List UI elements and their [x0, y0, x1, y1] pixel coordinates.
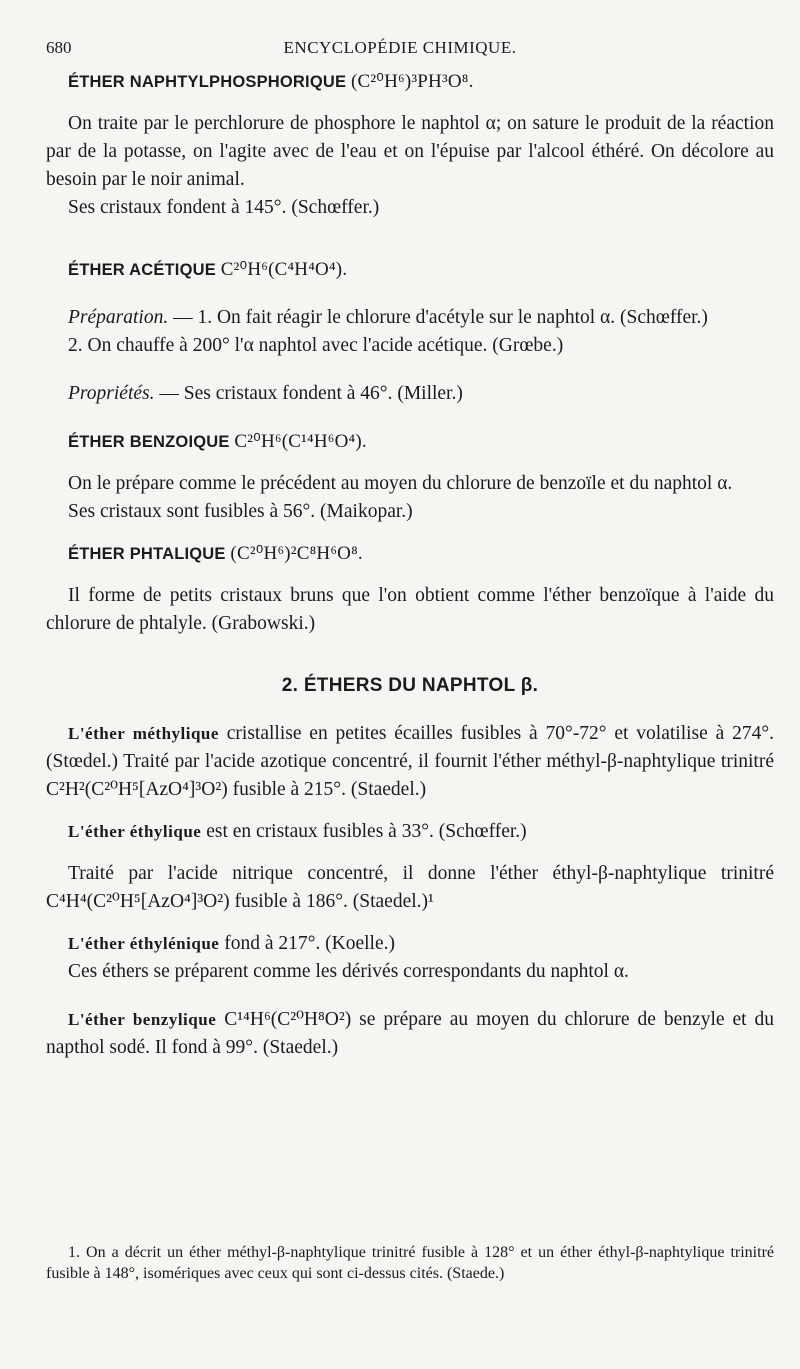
subheading: Préparation. — [68, 307, 169, 328]
entry-label: L'éther éthylénique — [68, 934, 220, 953]
chapter-heading: 2. ÉTHERS DU NAPHTOL β. — [281, 675, 539, 696]
entry-label: L'éther benzylique — [68, 1010, 217, 1029]
paragraph: On traite par le perchlorure de phosphore le naphtol α; on sature le produit de la réaction par de la potasse, on l'agite avec de l'eau et on l'épuise par l'alcool éthéré. On décolore au besoin par le noir animal. — [46, 113, 774, 190]
paragraph: Il forme de petits cristaux bruns que l'on obtient comme l'éther benzoïque à l'aide du chlorure de phtalyle. (Grabowski.) — [46, 585, 774, 634]
subheading: Propriétés. — [68, 383, 155, 404]
paragraph: Ces éthers se préparent comme les dérivés correspondants du naphtol α. — [68, 961, 629, 982]
section-heading-acetique: ÉTHER ACÉTIQUE C²⁰H⁶(C⁴H⁴O⁴). — [68, 259, 348, 280]
paragraph: Traité par l'acide nitrique concentré, il donne l'éther éthyl-β-naphtylique trinitré C⁴H⁴(C²⁰H⁵[AzO⁴]³O²) fusible à 186°. (Staedel.)¹ — [46, 863, 774, 912]
entry-label: L'éther méthylique — [68, 724, 219, 743]
paragraph: 2. On chauffe à 200° l'α naphtol avec l'acide acétique. (Grœbe.) — [68, 335, 564, 356]
paragraph: Ses cristaux fondent à 145°. (Schœffer.) — [68, 197, 380, 218]
body-text — [46, 68, 774, 1062]
paragraph: On le prépare comme le précédent au moyen du chlorure de benzoïle et du naphtol α. — [68, 473, 733, 494]
section-heading-benzoique: ÉTHER BENZOIQUE C²⁰H⁶(C¹⁴H⁶O⁴). — [68, 431, 367, 452]
footnote: 1. On a décrit un éther méthyl-β-naphtylique trinitré fusible à 128° et un éther éthyl-β-naphtylique trinitré fusible à 148°, isomériques avec ceux qui sont ci-dessus cités. (Staede.) — [46, 1244, 774, 1282]
paragraph: Préparation. — 1. On fait réagir le chlorure d'acétyle sur le naphtol α. (Schœffer.) — [68, 307, 708, 328]
entry-label: L'éther éthylique — [68, 822, 202, 841]
paragraph: L'éther éthylénique fond à 217°. (Koelle.) — [68, 933, 395, 954]
section-heading-naphtylphosphorique: ÉTHER NAPHTYLPHOSPHORIQUE (C²⁰H⁶)³PH³O⁸. — [68, 71, 474, 92]
paragraph: L'éther méthylique cristallise en petites écailles fusibles à 70°-72° et volatilise à 274°. (Stœdel.) Traité par l'acide azotique concentré, il fournit l'éther méthyl-β-naphtylique trinitré C²H²(C²⁰H⁵[AzO⁴]³O²) fusible à 215°. (Staedel.) — [46, 723, 774, 800]
section-heading-phtalique: ÉTHER PHTALIQUE (C²⁰H⁶)²C⁸H⁶O⁸. — [68, 543, 363, 564]
page-header — [46, 38, 754, 64]
running-title: ENCYCLOPÉDIE CHIMIQUE. — [283, 38, 517, 57]
paragraph: Propriétés. — Ses cristaux fondent à 46°. (Miller.) — [68, 383, 463, 404]
paragraph: L'éther benzylique C¹⁴H⁶(C²⁰H⁸O²) se prépare au moyen du chlorure de benzyle et du napthol sodé. Il fond à 99°. (Staedel.) — [46, 1009, 774, 1058]
page-number: 680 — [46, 38, 72, 57]
paragraph: L'éther éthylique est en cristaux fusibles à 33°. (Schœffer.) — [68, 821, 527, 842]
paragraph: Ses cristaux sont fusibles à 56°. (Maikopar.) — [68, 501, 413, 522]
